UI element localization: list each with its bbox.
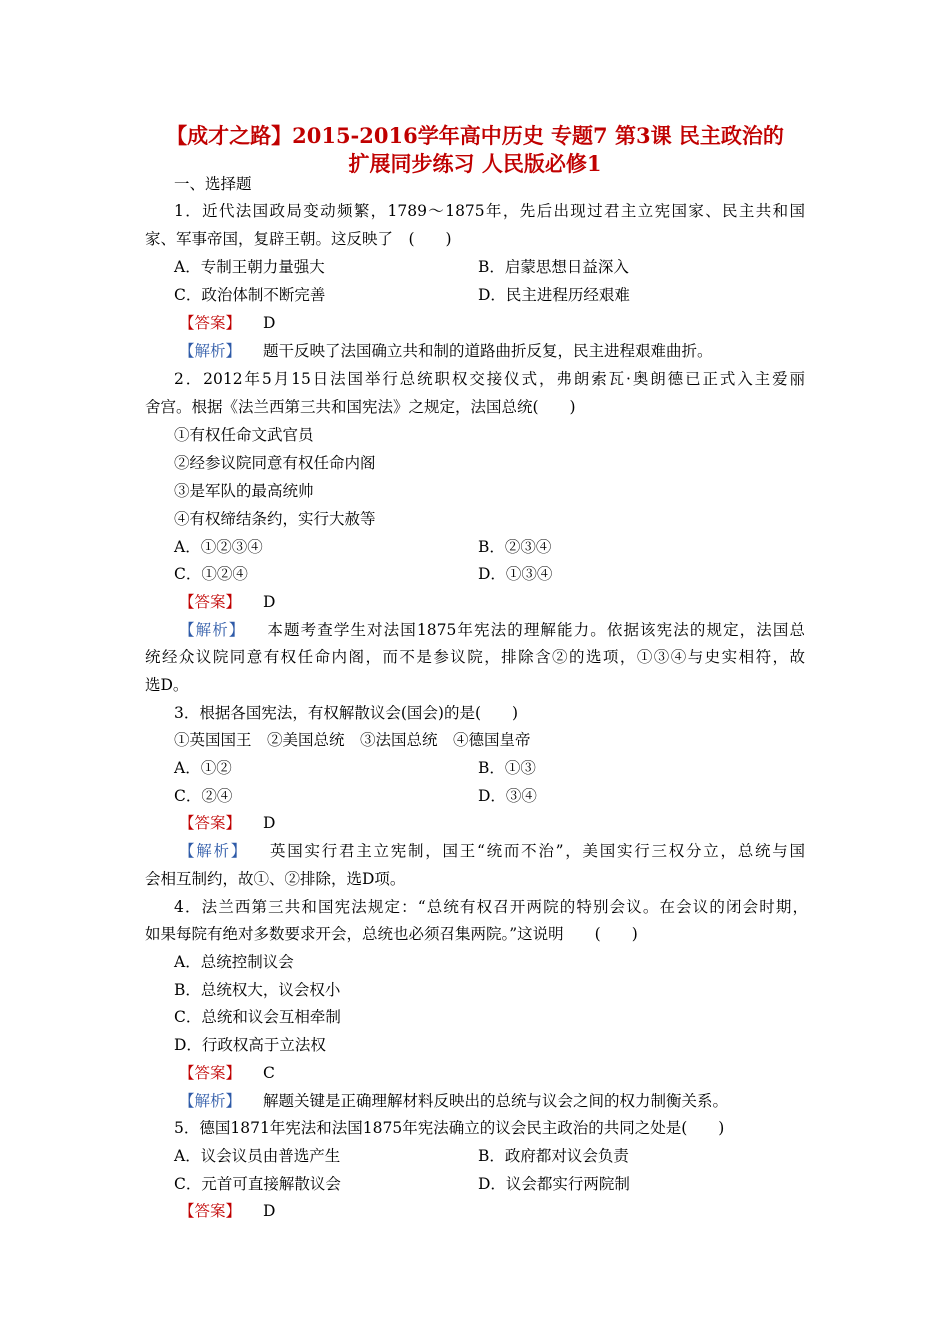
analysis-label [179,840,805,862]
question-stem: 1．近代法国政局变动频繁，1789～1875年，先后出现过君主立宪国家、民主共和国 [174,202,805,220]
question-stem: 5．德国1871年宪法和法国1875年宪法确立的议会民主政治的共同之处是( ) [174,1119,725,1137]
option-c: C．总统和议会互相牵制 [174,1008,341,1026]
answer-tag: 【答案】 [179,1064,242,1082]
option-b: B．②③④ [478,538,552,556]
option-a: A．总统控制议会 [174,953,294,971]
option-d: D．①③④ [478,565,553,583]
analysis-text: 解题关键是正确理解材料反映出的总统与议会之间的权力制衡关系。 [263,1092,729,1110]
option-b: B．①③ [478,759,536,777]
answer-tag: 【答案】 [179,314,242,332]
statement-item: ②经参议院同意有权任命内阁 [174,454,376,472]
statement-item: ①有权任命文武官员 [174,426,314,444]
option-c: C．①②④ [174,565,248,583]
answer-label [179,1200,275,1222]
answer-tag: 【答案】 [179,593,242,611]
option-d: D．民主进程历经艰难 [478,286,630,304]
question-stem: 如果每院有绝对多数要求开会，总统也必须召集两院。”这说明 ( ) [145,925,638,943]
statement-item: ③是军队的最高统帅 [174,482,314,500]
question-stem: 2．2012年5月15日法国举行总统职权交接仪式，弗朗索瓦·奥朗德已正式入主爱丽 [174,370,805,388]
analysis-label [179,340,713,362]
analysis-text: 选D。 [145,676,189,694]
answer-label [179,312,275,334]
answer-label [179,591,275,613]
analysis-tag: 【解析】 [179,342,242,360]
document-title-line-2: 扩展同步练习 人民版必修1 [348,151,602,176]
answer-label [179,1062,275,1084]
answer-tag: 【答案】 [179,814,242,832]
question-stem: 舍宫。根据《法兰西第三共和国宪法》之规定，法国总统( ) [145,398,576,416]
analysis-text: 会相互制约，故①、②排除，选D项。 [145,870,406,888]
analysis-label [179,1090,728,1112]
option-a: A．①②③④ [174,538,263,556]
analysis-label [179,619,805,641]
option-a: A．专制王朝力量强大 [174,258,325,276]
analysis-tag: 【解析】 [179,621,246,639]
document-title-line-1: 【成才之路】2015-2016学年高中历史 专题7 第3课 民主政治的 [166,123,784,148]
answer-value: D [263,1202,276,1220]
analysis-tag: 【解析】 [179,842,248,860]
option-b: B．政府都对议会负责 [478,1147,629,1165]
option-b: B．启蒙思想日益深入 [478,258,629,276]
answer-label [179,812,275,834]
statement-item: ④有权缔结条约，实行大赦等 [174,510,376,528]
question-stem: 4．法兰西第三共和国宪法规定：“总统有权召开两院的特别会议。在会议的闭会时期， [174,898,808,916]
question-stem: 3．根据各国宪法，有权解散议会(国会)的是( ) [174,704,519,722]
section-heading: 一、选择题 [174,175,252,193]
analysis-text: 统经众议院同意有权任命内阁，而不是参议院，排除含②的选项，①③④与史实相符，故 [145,648,805,666]
analysis-text: 题干反映了法国确立共和制的道路曲折反复，民主进程艰难曲折。 [263,342,713,360]
option-d: D．行政权高于立法权 [174,1036,326,1054]
answer-value: D [263,814,276,832]
analysis-text: 英国实行君主立宪制，国王“统而不治”，美国实行三权分立，总统与国 [270,842,805,860]
analysis-text: 本题考查学生对法国1875年宪法的理解能力。依据该宪法的规定，法国总 [267,621,805,639]
answer-value: C [263,1064,275,1082]
option-b: B．总统权大，议会权小 [174,981,341,999]
analysis-tag: 【解析】 [179,1092,242,1110]
answer-value: D [263,593,276,611]
option-c: C．②④ [174,787,233,805]
option-c: C．政治体制不断完善 [174,286,326,304]
option-d: D．③④ [478,787,537,805]
question-stem: 家、军事帝国，复辟王朝。这反映了 ( ) [145,230,452,248]
option-d: D．议会都实行两院制 [478,1175,630,1193]
answer-tag: 【答案】 [179,1202,242,1220]
statement-item: ①英国国王 ②美国总统 ③法国总统 ④德国皇帝 [174,731,531,749]
answer-value: D [263,314,276,332]
option-a: A．议会议员由普选产生 [174,1147,341,1165]
option-c: C．元首可直接解散议会 [174,1175,341,1193]
option-a: A．①② [174,759,232,777]
